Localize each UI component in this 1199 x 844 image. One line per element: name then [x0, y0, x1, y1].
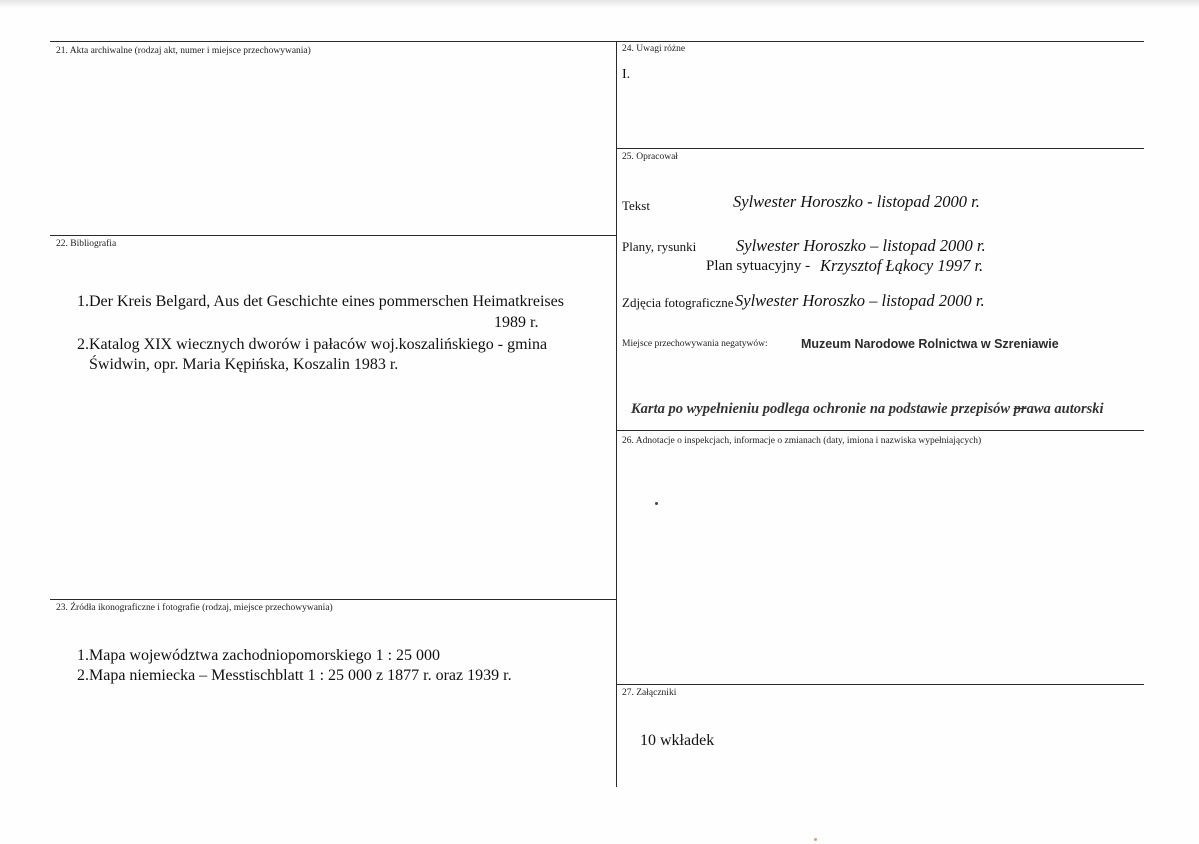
drawings-author-value: Sylwester Horoszko – listopad 2000 r.: [736, 236, 986, 255]
site-plan-value: Krzysztof Łąkocy 1997 r.: [820, 256, 984, 275]
photos-author-value: Sylwester Horoszko – listopad 2000 r.: [735, 291, 985, 310]
negatives-location-label: Miejsce przechowywania negatywów:: [622, 339, 768, 349]
scan-edge-shadow: [0, 0, 1199, 8]
scan-speck: [814, 838, 817, 841]
notes-value: I.: [622, 67, 631, 82]
rule-23: [50, 599, 616, 600]
iconography-item-2: 2.Mapa niemiecka – Messtischblatt 1 : 25 000 z 1877 r. oraz 1939 r.: [77, 667, 512, 684]
struck-text: pr: [1013, 401, 1027, 417]
copyright-notice: [631, 400, 1104, 419]
copyright-text-end: awa autorski: [1026, 401, 1104, 417]
section-22-label: 22. Bibliografia: [56, 239, 117, 249]
rule-25: [616, 148, 1144, 149]
attachments-value: 10 wkładek: [640, 732, 715, 749]
top-rule: [50, 41, 1144, 42]
section-27-label: 27. Załączniki: [622, 688, 677, 698]
text-author-value: Sylwester Horoszko - listopad 2000 r.: [733, 192, 980, 211]
site-plan-label: Plan sytuacyjny -: [706, 258, 811, 274]
bibliography-item-1: 1.Der Kreis Belgard, Aus det Geschichte eines pommerschen Heimatkreises: [77, 293, 564, 310]
column-divider: [616, 41, 617, 787]
section-26-label: 26. Adnotacje o inspekcjach, informacje o zmianach (daty, imiona i nazwiska wypełniających): [622, 436, 982, 446]
ink-speck: [655, 502, 658, 505]
section-23-label: 23. Źródła ikonograficzne i fotografie (rodzaj, miejsce przechowywania): [56, 603, 333, 613]
iconography-item-1: 1.Mapa województwa zachodniopomorskiego 1 : 25 000: [77, 647, 441, 664]
section-25-label: 25. Opracował: [622, 152, 678, 162]
negatives-location-value: Muzeum Narodowe Rolnictwa w Szreniawie: [801, 337, 1059, 351]
drawings-author-label: Plany, rysunki: [622, 239, 697, 254]
section-24-label: 24. Uwagi różne: [622, 44, 686, 54]
bibliography-item-1-year: 1989 r.: [494, 314, 539, 331]
photos-author-label: Zdjęcia fotograficzne: [622, 295, 734, 310]
copyright-text: Karta po wypełnieniu podlega ochronie na podstawie przepisów: [631, 401, 1011, 417]
rule-26: [616, 430, 1144, 431]
rule-27: [616, 684, 1144, 685]
bibliography-item-2: 2.Katalog XIX wiecznych dworów i pałaców woj.koszalińskiego - gmina: [77, 336, 548, 353]
rule-22: [50, 235, 616, 236]
bibliography-item-2-cont: Świdwin, opr. Maria Kępińska, Koszalin 1983 r.: [89, 356, 399, 373]
section-21-label: 21. Akta archiwalne (rodzaj akt, numer i miejsce przechowywania): [56, 46, 311, 56]
text-author-label: Tekst: [622, 198, 650, 213]
